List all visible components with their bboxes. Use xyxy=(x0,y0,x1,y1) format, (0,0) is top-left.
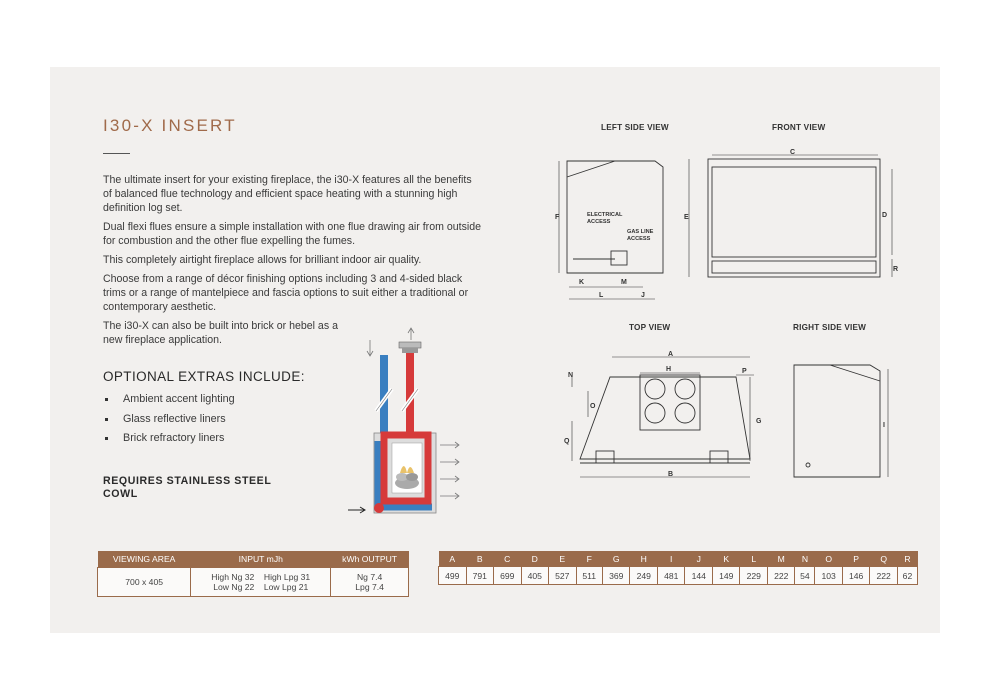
dim-header: L xyxy=(740,551,768,567)
dim-value: 405 xyxy=(521,567,549,585)
output-lpg: Lpg 7.4 xyxy=(355,582,384,592)
gas-line-label: ACCESS xyxy=(627,236,651,242)
dim-value: 222 xyxy=(767,567,795,585)
dim-value: 54 xyxy=(795,567,815,585)
dim-letter-h: H xyxy=(666,366,672,373)
dim-letter-b: B xyxy=(668,471,674,478)
dim-value: 369 xyxy=(602,567,630,585)
specs-table xyxy=(97,551,409,597)
dim-header: B xyxy=(466,551,494,567)
title-divider xyxy=(103,153,130,154)
dim-value: 249 xyxy=(630,567,658,585)
dim-letter-o: O xyxy=(590,403,596,410)
list-item: Brick refractory liners xyxy=(103,432,235,452)
table-header: kWh OUTPUT xyxy=(331,551,409,568)
table-header: VIEWING AREA xyxy=(98,551,191,568)
dim-header: K xyxy=(712,551,740,567)
spec-sheet xyxy=(50,67,940,633)
list-item: Glass reflective liners xyxy=(103,413,235,433)
table-header: INPUT mJh xyxy=(191,551,331,568)
right-side-view-drawing xyxy=(790,357,890,487)
dim-value: 481 xyxy=(657,567,685,585)
dim-value: 149 xyxy=(712,567,740,585)
dim-value: 229 xyxy=(740,567,768,585)
page-title: I30-X INSERT xyxy=(103,116,237,135)
dim-letter-c: C xyxy=(790,149,796,156)
dim-letter-p: P xyxy=(742,368,747,375)
dim-letter-g: G xyxy=(756,418,762,425)
paragraph: Dual flexi flues ensure a simple installation with one flue drawing air from outside for combustion and the other flue expelling the fumes. xyxy=(103,221,482,247)
dim-value: 62 xyxy=(897,567,917,585)
dim-letter-l: L xyxy=(599,292,604,299)
dim-header: H xyxy=(630,551,658,567)
paragraph: The ultimate insert for your existing fireplace, the i30-X features all the benefits of balanced flue technology and efficient space heating with a stunning high definition log set. xyxy=(103,174,472,214)
dim-header: N xyxy=(795,551,815,567)
extras-list xyxy=(103,393,235,452)
front-view-drawing xyxy=(682,147,910,287)
dim-header: R xyxy=(897,551,917,567)
dim-value: 699 xyxy=(494,567,522,585)
dim-letter-r: R xyxy=(893,266,899,273)
dim-value: 499 xyxy=(439,567,467,585)
front-view-label: FRONT VIEW xyxy=(772,123,826,132)
left-side-view-label: LEFT SIDE VIEW xyxy=(601,123,669,132)
dim-letter-a: A xyxy=(668,351,674,358)
output-ng: Ng 7.4 xyxy=(356,572,383,582)
dim-letter-f: F xyxy=(555,214,560,221)
requires-note: REQUIRES STAINLESS STEEL COWL xyxy=(103,475,272,500)
dim-header: G xyxy=(602,551,630,567)
dim-letter-e: E xyxy=(684,214,689,221)
dim-value: 103 xyxy=(815,567,843,585)
dim-value: 511 xyxy=(576,567,602,585)
paragraph: Choose from a range of décor finishing options including 3 and 4-sided black trims or a range of mantelpiece and fascia options to suit either a traditional or contemporary aesthetic. xyxy=(103,273,469,313)
dim-value: 791 xyxy=(466,567,494,585)
dim-letter-d: D xyxy=(882,212,888,219)
dim-header: E xyxy=(549,551,577,567)
dim-value: 527 xyxy=(549,567,577,585)
dim-header: A xyxy=(439,551,467,567)
left-side-view-drawing xyxy=(555,147,675,307)
top-view-label: TOP VIEW xyxy=(629,323,671,332)
input-cell xyxy=(191,568,331,597)
dim-header: F xyxy=(576,551,602,567)
dim-value: 144 xyxy=(685,567,713,585)
dim-header: C xyxy=(494,551,522,567)
dim-value: 146 xyxy=(842,567,870,585)
dim-letter-n: N xyxy=(568,372,574,379)
dim-header: I xyxy=(657,551,685,567)
viewing-area-value: 700 x 405 xyxy=(98,568,191,597)
list-item: Ambient accent lighting xyxy=(103,393,235,413)
flue-diagram xyxy=(340,325,470,525)
dim-letter-k: K xyxy=(579,279,585,286)
paragraph: This completely airtight fireplace allows for brilliant indoor air quality. xyxy=(103,254,422,266)
dim-letter-m: M xyxy=(621,279,627,286)
dimensions-table xyxy=(438,551,918,585)
dim-header: O xyxy=(815,551,843,567)
dim-header: D xyxy=(521,551,549,567)
dim-header: J xyxy=(685,551,713,567)
top-view-drawing xyxy=(560,347,772,487)
input-high-lpg: High Lpg 31 xyxy=(263,572,311,582)
input-low-lpg: Low Lpg 21 xyxy=(263,582,309,592)
right-side-view-label: RIGHT SIDE VIEW xyxy=(793,323,867,332)
dim-letter-i: I xyxy=(883,422,885,429)
input-low-ng: Low Ng 22 xyxy=(213,582,255,592)
gas-line-label: GAS LINE xyxy=(627,229,654,235)
output-cell xyxy=(331,568,409,597)
input-high-ng: High Ng 32 xyxy=(211,572,255,582)
dim-letter-j: J xyxy=(641,292,645,299)
dim-header: M xyxy=(767,551,795,567)
dim-header: Q xyxy=(870,551,898,567)
dim-value: 222 xyxy=(870,567,898,585)
extras-heading: OPTIONAL EXTRAS INCLUDE: xyxy=(103,369,305,384)
electrical-access-label: ELECTRICAL xyxy=(587,212,623,218)
paragraph: The i30-X can also be built into brick or hebel as a new fireplace application. xyxy=(103,320,338,346)
dim-header: P xyxy=(842,551,870,567)
electrical-access-label: ACCESS xyxy=(587,219,611,225)
dim-letter-q: Q xyxy=(564,438,570,445)
